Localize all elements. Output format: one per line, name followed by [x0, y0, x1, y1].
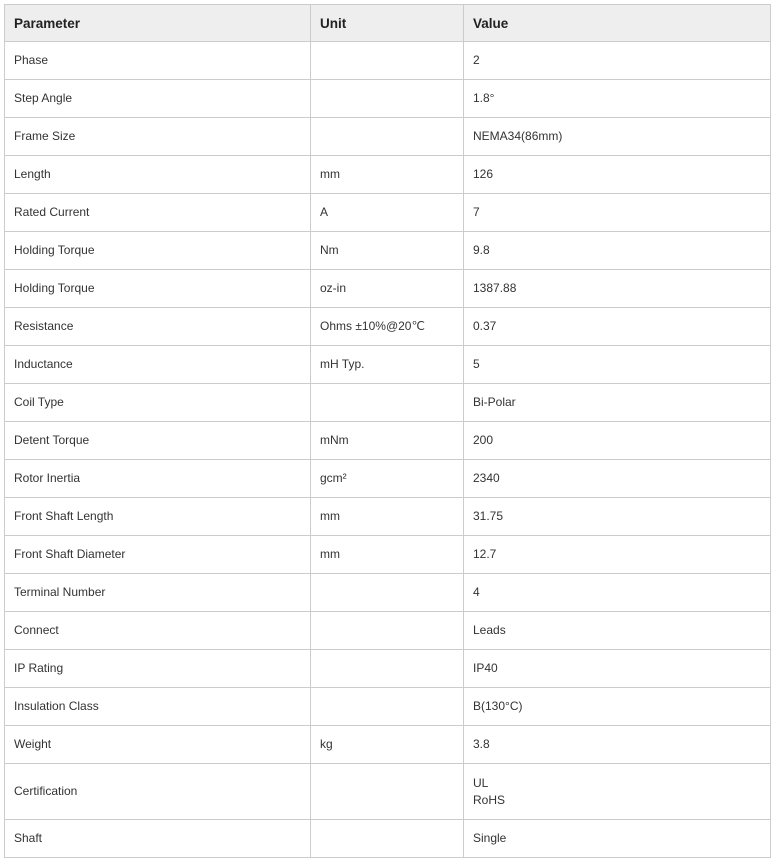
value-cell: 3.8: [464, 726, 771, 764]
spec-table: [4, 4, 771, 858]
table-row: [5, 650, 771, 688]
value-cell: [464, 764, 771, 820]
table-row: [5, 270, 771, 308]
table-row: [5, 726, 771, 764]
table-row: [5, 612, 771, 650]
header-value: Value: [464, 5, 771, 42]
parameter-cell: Insulation Class: [5, 688, 311, 726]
header-parameter: Parameter: [5, 5, 311, 42]
parameter-cell: Coil Type: [5, 384, 311, 422]
unit-cell: [311, 820, 464, 858]
unit-cell: [311, 384, 464, 422]
value-cell: 9.8: [464, 232, 771, 270]
value-cell: 5: [464, 346, 771, 384]
unit-cell: mm: [311, 498, 464, 536]
table-row: [5, 498, 771, 536]
parameter-cell: Phase: [5, 42, 311, 80]
table-row: [5, 194, 771, 232]
table-row: [5, 422, 771, 460]
parameter-cell: Frame Size: [5, 118, 311, 156]
parameter-cell: Front Shaft Diameter: [5, 536, 311, 574]
certification-ul: UL: [473, 775, 489, 790]
parameter-cell: Length: [5, 156, 311, 194]
parameter-cell: Inductance: [5, 346, 311, 384]
value-cell: 1.8°: [464, 80, 771, 118]
parameter-cell: Terminal Number: [5, 574, 311, 612]
value-cell: 7: [464, 194, 771, 232]
table-row: [5, 156, 771, 194]
value-cell: 2340: [464, 460, 771, 498]
unit-cell: Ohms ±10%@20℃: [311, 308, 464, 346]
value-cell: 12.7: [464, 536, 771, 574]
table-row: [5, 42, 771, 80]
value-cell: 126: [464, 156, 771, 194]
unit-cell: [311, 764, 464, 820]
table-row: [5, 460, 771, 498]
value-cell: 0.37: [464, 308, 771, 346]
value-cell: 31.75: [464, 498, 771, 536]
header-unit: Unit: [311, 5, 464, 42]
value-cell: 4: [464, 574, 771, 612]
parameter-cell: Holding Torque: [5, 270, 311, 308]
value-cell: 200: [464, 422, 771, 460]
unit-cell: mNm: [311, 422, 464, 460]
value-cell: IP40: [464, 650, 771, 688]
unit-cell: [311, 650, 464, 688]
value-cell: Leads: [464, 612, 771, 650]
unit-cell: mH Typ.: [311, 346, 464, 384]
unit-cell: [311, 688, 464, 726]
unit-cell: Nm: [311, 232, 464, 270]
parameter-cell: Holding Torque: [5, 232, 311, 270]
value-cell: NEMA34(86mm): [464, 118, 771, 156]
table-row: [5, 688, 771, 726]
unit-cell: A: [311, 194, 464, 232]
unit-cell: kg: [311, 726, 464, 764]
unit-cell: [311, 574, 464, 612]
unit-cell: oz-in: [311, 270, 464, 308]
parameter-cell: IP Rating: [5, 650, 311, 688]
parameter-cell: Rated Current: [5, 194, 311, 232]
parameter-cell: Rotor Inertia: [5, 460, 311, 498]
unit-cell: mm: [311, 536, 464, 574]
value-cell: 2: [464, 42, 771, 80]
table-row: [5, 232, 771, 270]
value-cell: Single: [464, 820, 771, 858]
parameter-cell: Shaft: [5, 820, 311, 858]
unit-cell: gcm²: [311, 460, 464, 498]
table-row: [5, 308, 771, 346]
unit-cell: [311, 118, 464, 156]
table-row: [5, 80, 771, 118]
table-header-row: [5, 5, 771, 42]
table-row: [5, 574, 771, 612]
table-row: [5, 346, 771, 384]
value-cell: B(130°C): [464, 688, 771, 726]
value-cell: 1387.88: [464, 270, 771, 308]
parameter-cell: Detent Torque: [5, 422, 311, 460]
table-row: [5, 384, 771, 422]
parameter-cell: Connect: [5, 612, 311, 650]
unit-cell: [311, 80, 464, 118]
parameter-cell: Front Shaft Length: [5, 498, 311, 536]
table-row: [5, 118, 771, 156]
table-row: [5, 820, 771, 858]
unit-cell: [311, 612, 464, 650]
value-cell: Bi-Polar: [464, 384, 771, 422]
parameter-cell: Step Angle: [5, 80, 311, 118]
parameter-cell: Certification: [5, 764, 311, 820]
parameter-cell: Weight: [5, 726, 311, 764]
certification-rohs: RoHS: [473, 792, 506, 807]
parameter-cell: Resistance: [5, 308, 311, 346]
unit-cell: [311, 42, 464, 80]
table-row: [5, 536, 771, 574]
table-row: [5, 764, 771, 820]
unit-cell: mm: [311, 156, 464, 194]
